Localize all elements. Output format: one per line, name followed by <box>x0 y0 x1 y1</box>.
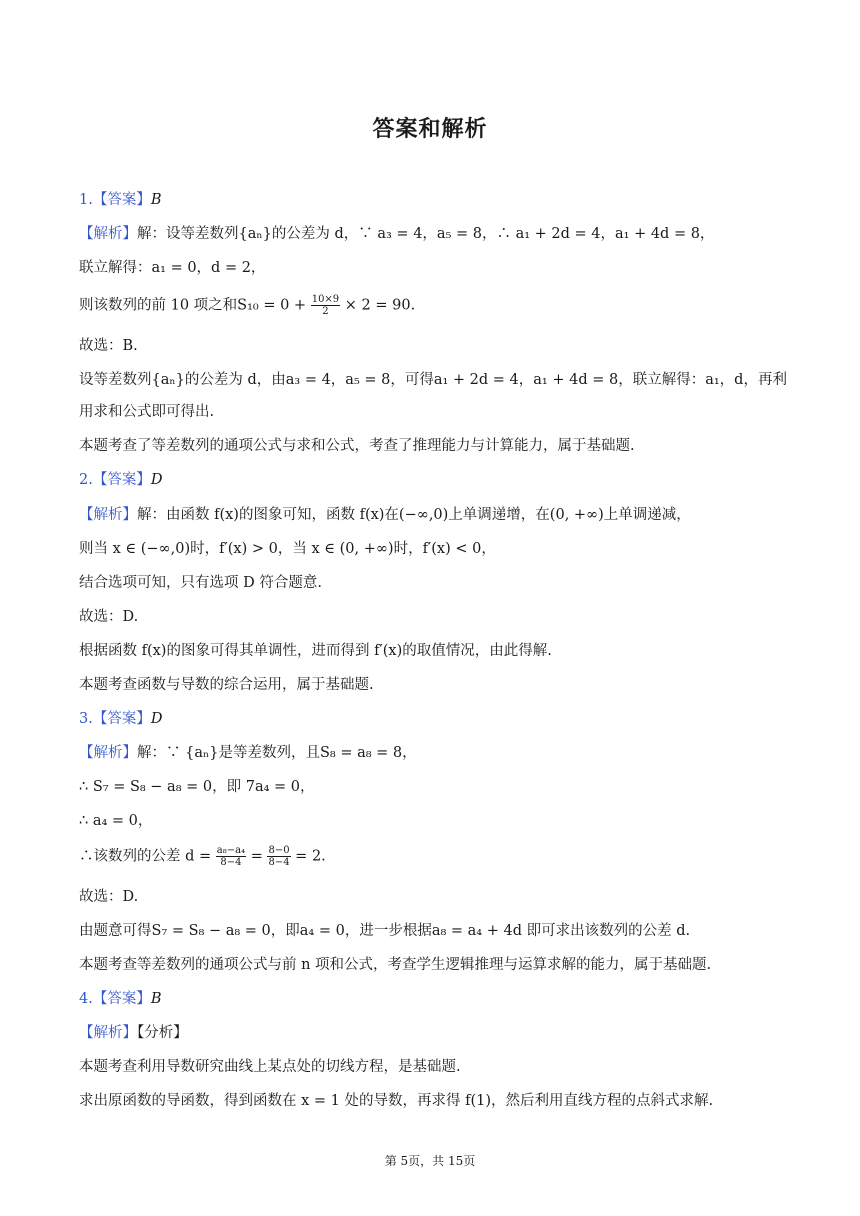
line-text: ∴ S₇ = S₈ − a₈ = 0，即 7a₄ = 0， <box>79 779 315 795</box>
line-text: 用求和公式即可得出. <box>79 404 215 420</box>
text-line <box>79 1091 713 1111</box>
page-footer: 第 5页，共 15页 <box>384 1154 476 1168</box>
text-line <box>79 573 322 593</box>
text-line <box>79 402 214 422</box>
text-line <box>79 258 265 278</box>
fraction-numerator: a₈−a₄ <box>216 845 246 856</box>
line-text: 设等差数列{aₙ}的公差为 d，由a₃ = 4，a₅ = 8，可得a₁ + 2d = 4，a₁ + 4d = 8，联立解得：a₁，d，再利 <box>79 372 787 388</box>
text-line <box>79 989 162 1009</box>
line-text: 则当 x ∈ (−∞,0)时，f′(x) > 0，当 x ∈ (0, +∞)时，f′(x) < 0， <box>79 541 496 557</box>
question-number: 3. <box>79 711 93 727</box>
analysis-tag: 【解析】 <box>79 507 137 523</box>
line-text: 故选：D. <box>79 609 139 625</box>
answer-tag: 【答案】 <box>92 991 151 1007</box>
line-text: 解：∵ {aₙ}是等差数列，且S₈ = a₈ = 8， <box>137 745 417 761</box>
fraction <box>267 845 290 868</box>
text-line <box>79 955 711 975</box>
line-text: 解：设等差数列{aₙ}的公差为 d，∵ a₃ = 4，a₅ = 8，∴ a₁ + 2d = 4，a₁ + 4d = 8， <box>137 226 715 242</box>
text-line <box>79 539 496 559</box>
answer-choice: B <box>150 991 162 1007</box>
answer-choice: D <box>150 472 163 488</box>
line-text: 则该数列的前 10 项之和S₁₀ = 0 + <box>79 297 311 314</box>
line-text: 结合选项可知，只有选项 D 符合题意. <box>79 575 322 591</box>
text-line <box>79 470 162 490</box>
fraction-denominator: 8−4 <box>220 857 242 868</box>
line-text: 本题考查利用导数研究曲线上某点处的切线方程，是基础题. <box>79 1059 461 1075</box>
text-line <box>79 370 787 390</box>
analysis-tag: 【解析】 <box>79 1025 137 1041</box>
answer-choice: D <box>150 711 163 727</box>
line-text: 本题考查了等差数列的通项公式与求和公式，考查了推理能力与计算能力，属于基础题. <box>79 438 635 454</box>
line-text: 解：由函数 f(x)的图象可知，函数 f(x)在(−∞,0)上单调递增，在(0, +∞)上单调递减， <box>137 507 691 523</box>
answer-tag: 【答案】 <box>92 472 151 488</box>
text-line <box>79 675 374 695</box>
question-number: 2. <box>79 472 93 488</box>
line-text: ∴该数列的公差 d = <box>79 848 216 865</box>
text-line <box>79 921 690 941</box>
text-line <box>79 294 415 317</box>
text-line <box>79 190 162 210</box>
line-text: 本题考查函数与导数的综合运用，属于基础题. <box>79 677 374 693</box>
fraction-denominator: 2 <box>322 306 329 317</box>
text-line <box>79 607 138 627</box>
answer-choice: B <box>150 192 162 208</box>
line-text: ∴ a₄ = 0， <box>79 813 153 829</box>
line-text: 求出原函数的导函数，得到函数在 x = 1 处的导数，再求得 f(1)，然后利用直线方程的点斜式求解. <box>79 1093 714 1109</box>
text-line <box>79 709 162 729</box>
text-line <box>79 777 315 797</box>
answer-tag: 【答案】 <box>92 192 151 208</box>
text-line <box>79 845 326 868</box>
line-text: 【分析】 <box>137 1025 188 1041</box>
analysis-tag: 【解析】 <box>79 745 137 761</box>
line-text: 根据函数 f(x)的图象可得其单调性，进而得到 f′(x)的取值情况，由此得解. <box>79 643 552 659</box>
line-text: 故选：B. <box>79 338 138 354</box>
text-line <box>79 1057 461 1077</box>
line-text: 联立解得：a₁ = 0，d = 2， <box>79 260 266 276</box>
analysis-tag: 【解析】 <box>79 226 137 242</box>
text-line <box>79 436 635 456</box>
question-number: 1. <box>79 192 93 208</box>
line-text: 本题考查等差数列的通项公式与前 n 项和公式，考查学生逻辑推理与运算求解的能力，属于基础题. <box>79 957 712 973</box>
page-title: 答案和解析 <box>372 117 488 142</box>
line-text-after: = 2. <box>290 848 326 865</box>
fraction-denominator: 8−4 <box>268 857 290 868</box>
text-line <box>79 641 552 661</box>
text-line <box>79 743 417 763</box>
equals-sign: = <box>246 848 268 865</box>
fraction-numerator: 8−0 <box>268 845 290 856</box>
text-line <box>79 887 138 907</box>
line-text: 由题意可得S₇ = S₈ − a₈ = 0，即a₄ = 0，进一步根据a₈ = a₄ + 4d 即可求出该数列的公差 d. <box>79 923 691 939</box>
text-line <box>79 224 714 244</box>
fraction <box>216 845 246 868</box>
line-text: 故选：D. <box>79 889 139 905</box>
line-text-after: × 2 = 90. <box>340 297 416 314</box>
fraction-numerator: 10×9 <box>311 294 340 305</box>
answer-tag: 【答案】 <box>92 711 151 727</box>
text-line <box>79 336 138 356</box>
fraction <box>311 294 340 317</box>
question-number: 4. <box>79 991 93 1007</box>
text-line <box>79 1023 188 1043</box>
text-line <box>79 811 152 831</box>
text-line <box>79 505 691 525</box>
